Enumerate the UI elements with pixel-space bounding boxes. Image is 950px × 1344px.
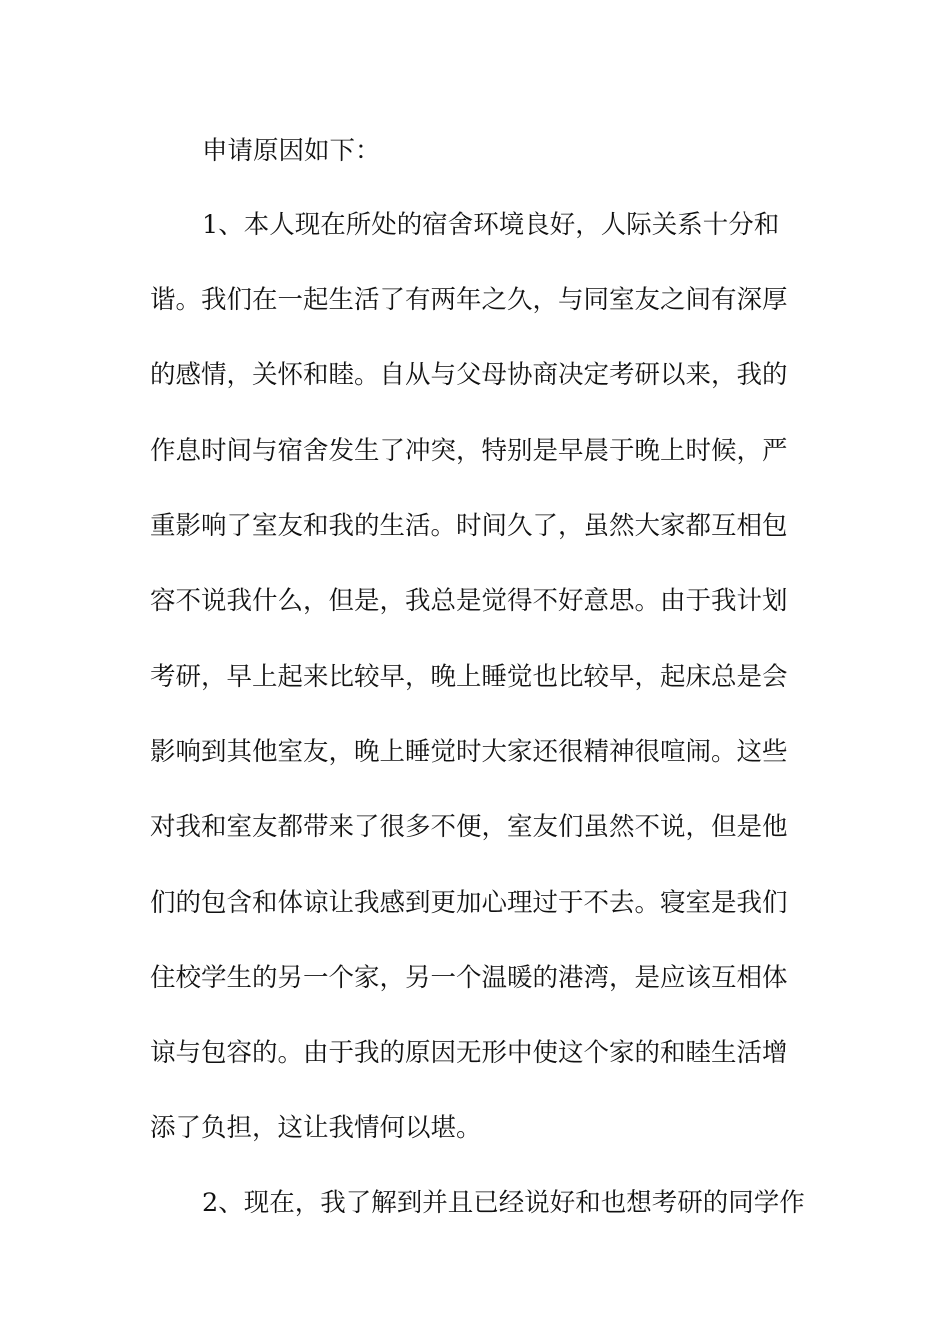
paragraph-line: 2、现在，我了解到并且已经说好和也想考研的同学作	[202, 1188, 805, 1218]
paragraph-line: 的感情，关怀和睦。自从与父母协商决定考研以来，我的	[150, 360, 788, 390]
paragraph-line: 住校学生的另一个家，另一个温暖的港湾，是应该互相体	[150, 963, 788, 993]
paragraph-line: 谅与包容的。由于我的原因无形中使这个家的和睦生活增	[150, 1038, 788, 1068]
paragraph-line: 影响到其他室友，晚上睡觉时大家还很精神很喧闹。这些	[150, 737, 788, 767]
paragraph-line: 作息时间与宿舍发生了冲突，特别是早晨于晚上时候，严	[150, 436, 788, 466]
paragraph-line: 们的包含和体谅让我感到更加心理过于不去。寝室是我们	[150, 888, 788, 918]
paragraph-line: 添了负担，这让我情何以堪。	[150, 1113, 482, 1143]
paragraph-line: 对我和室友都带来了很多不便，室友们虽然不说，但是他	[150, 812, 788, 842]
paragraph-line: 考研，早上起来比较早，晚上睡觉也比较早，起床总是会	[150, 662, 788, 692]
paragraph-line: 谐。我们在一起生活了有两年之久，与同室友之间有深厚	[150, 285, 788, 315]
section-heading: 申请原因如下：	[202, 136, 381, 166]
paragraph-line: 容不说我什么，但是，我总是觉得不好意思。由于我计划	[150, 586, 788, 616]
paragraph-line: 1、本人现在所处的宿舍环境良好，人际关系十分和	[202, 210, 780, 240]
paragraph-line: 重影响了室友和我的生活。时间久了，虽然大家都互相包	[150, 511, 788, 541]
